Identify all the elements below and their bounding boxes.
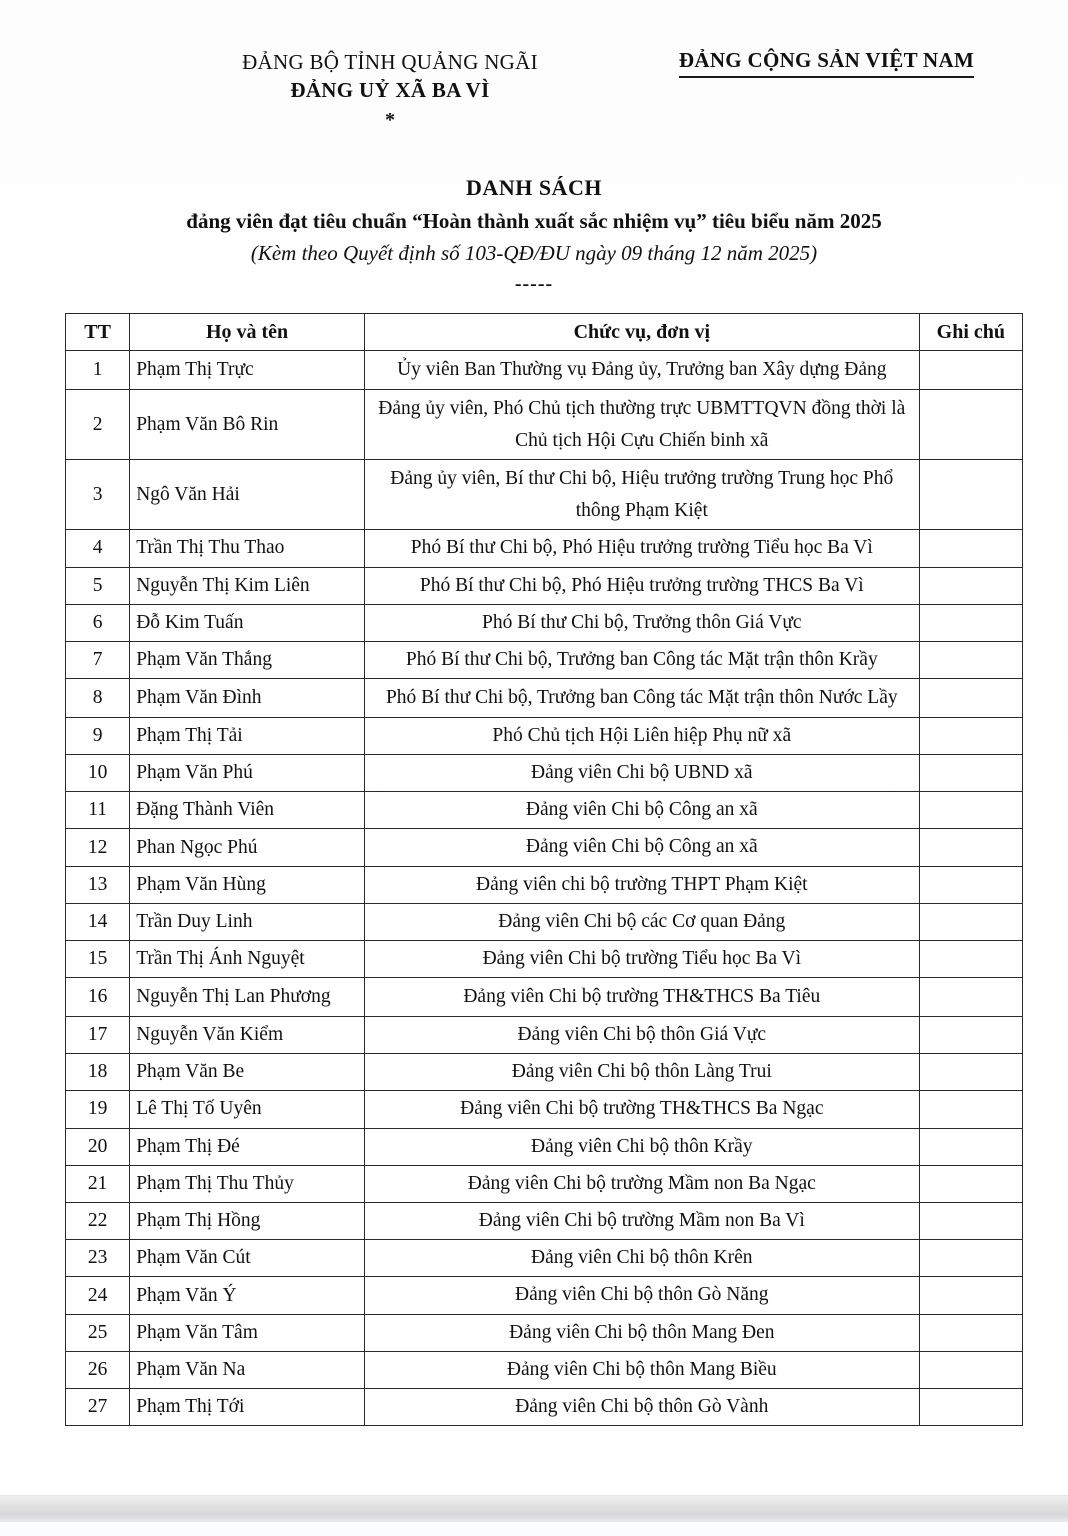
position-unit-cell: Đảng viên Chi bộ Công an xã xyxy=(364,792,919,829)
note-cell xyxy=(919,829,1022,866)
row-number-cell: 26 xyxy=(66,1351,130,1388)
position-unit-cell: Đảng viên Chi bộ các Cơ quan Đảng xyxy=(364,903,919,940)
row-number-cell: 14 xyxy=(66,903,130,940)
row-number-cell: 8 xyxy=(66,679,130,718)
position-unit-cell: Đảng viên Chi bộ thôn Gò Vành xyxy=(364,1389,919,1426)
note-cell xyxy=(919,978,1022,1017)
position-unit-cell: Đảng viên Chi bộ trường Mầm non Ba Vì xyxy=(364,1203,919,1240)
note-cell xyxy=(919,1240,1022,1277)
org-name: ĐẢNG UỶ XÃ BA VÌ xyxy=(290,78,490,103)
member-name-cell: Phạm Thị Thu Thủy xyxy=(130,1165,365,1202)
position-unit-cell: Đảng viên Chi bộ thôn Gò Năng xyxy=(364,1277,919,1314)
row-number-cell: 16 xyxy=(66,978,130,1017)
table-row xyxy=(66,1351,1023,1388)
member-name-cell: Đỗ Kim Tuấn xyxy=(130,604,365,641)
note-cell xyxy=(919,679,1022,718)
document-reference: (Kèm theo Quyết định số 103-QĐ/ĐU ngày 09 tháng 12 năm 2025) xyxy=(250,241,818,266)
position-unit-cell: Đảng viên Chi bộ trường TH&THCS Ba Ngạc xyxy=(364,1091,919,1128)
note-cell xyxy=(919,1128,1022,1165)
note-cell xyxy=(919,530,1022,567)
table-row xyxy=(66,679,1023,718)
note-cell xyxy=(919,792,1022,829)
member-name-cell: Phạm Văn Thắng xyxy=(130,642,365,679)
member-name-cell: Phạm Văn Na xyxy=(130,1351,365,1388)
table-row xyxy=(66,717,1023,754)
table-row xyxy=(66,604,1023,641)
member-name-cell: Lê Thị Tố Uyên xyxy=(130,1091,365,1128)
note-cell xyxy=(919,903,1022,940)
letterhead xyxy=(0,0,1068,134)
table-row xyxy=(66,829,1023,866)
table-row xyxy=(66,642,1023,679)
table-row xyxy=(66,1314,1023,1351)
row-number-cell: 1 xyxy=(66,351,130,390)
note-cell xyxy=(919,755,1022,792)
position-unit-cell: Đảng viên Chi bộ Công an xã xyxy=(364,829,919,866)
issuing-org-block xyxy=(155,48,625,134)
member-name-cell: Nguyễn Thị Lan Phương xyxy=(130,978,365,1017)
note-cell xyxy=(919,642,1022,679)
row-number-cell: 20 xyxy=(66,1128,130,1165)
member-name-cell: Phạm Thị Tới xyxy=(130,1389,365,1426)
row-number-cell: 23 xyxy=(66,1240,130,1277)
note-cell xyxy=(919,604,1022,641)
member-name-cell: Trần Duy Linh xyxy=(130,903,365,940)
document-subtitle: đảng viên đạt tiêu chuẩn “Hoàn thành xuất sắc nhiệm vụ” tiêu biểu năm 2025 xyxy=(186,208,882,233)
position-unit-cell: Đảng viên Chi bộ trường Mầm non Ba Ngạc xyxy=(364,1165,919,1202)
column-header-position: Chức vụ, đơn vị xyxy=(364,314,919,351)
note-cell xyxy=(919,1389,1022,1426)
table-row xyxy=(66,1128,1023,1165)
position-unit-cell: Đảng viên Chi bộ trường TH&THCS Ba Tiêu xyxy=(364,978,919,1017)
position-unit-cell: Phó Bí thư Chi bộ, Trưởng thôn Giá Vực xyxy=(364,604,919,641)
row-number-cell: 10 xyxy=(66,755,130,792)
table-header-row xyxy=(66,314,1023,351)
table-row xyxy=(66,792,1023,829)
member-name-cell: Phạm Văn Hùng xyxy=(130,866,365,903)
position-unit-cell: Phó Chủ tịch Hội Liên hiệp Phụ nữ xã xyxy=(364,717,919,754)
column-header-name: Họ và tên xyxy=(130,314,365,351)
table-row xyxy=(66,1389,1023,1426)
party-name-block xyxy=(625,48,1068,134)
table-row xyxy=(66,978,1023,1017)
table-row xyxy=(66,941,1023,978)
row-number-cell: 5 xyxy=(66,567,130,604)
note-cell xyxy=(919,1165,1022,1202)
position-unit-cell: Đảng ủy viên, Bí thư Chi bộ, Hiệu trưởng trường Trung học Phổ thông Phạm Kiệt xyxy=(364,460,919,530)
table-row xyxy=(66,1277,1023,1314)
position-unit-cell: Đảng viên Chi bộ UBND xã xyxy=(364,755,919,792)
row-number-cell: 4 xyxy=(66,530,130,567)
note-cell xyxy=(919,717,1022,754)
position-unit-cell: Đảng ủy viên, Phó Chủ tịch thường trực UBMTTQVN đồng thời là Chủ tịch Hội Cựu Chiến binh xã xyxy=(364,390,919,460)
note-cell xyxy=(919,1016,1022,1053)
row-number-cell: 18 xyxy=(66,1054,130,1091)
row-number-cell: 6 xyxy=(66,604,130,641)
row-number-cell: 9 xyxy=(66,717,130,754)
row-number-cell: 15 xyxy=(66,941,130,978)
note-cell xyxy=(919,390,1022,460)
member-name-cell: Phạm Văn Bô Rin xyxy=(130,390,365,460)
member-name-cell: Phạm Văn Ý xyxy=(130,1277,365,1314)
position-unit-cell: Đảng viên Chi bộ thôn Mang Biều xyxy=(364,1351,919,1388)
member-name-cell: Nguyễn Thị Kim Liên xyxy=(130,567,365,604)
member-name-cell: Phạm Thị Tải xyxy=(130,717,365,754)
table-row xyxy=(66,1240,1023,1277)
member-name-cell: Đặng Thành Viên xyxy=(130,792,365,829)
row-number-cell: 19 xyxy=(66,1091,130,1128)
position-unit-cell: Đảng viên Chi bộ thôn Mang Đen xyxy=(364,1314,919,1351)
title-block xyxy=(0,172,1068,300)
member-name-cell: Phạm Văn Phú xyxy=(130,755,365,792)
member-name-cell: Nguyễn Văn Kiểm xyxy=(130,1016,365,1053)
row-number-cell: 22 xyxy=(66,1203,130,1240)
note-cell xyxy=(919,941,1022,978)
table-row xyxy=(66,755,1023,792)
bottom-scrollbar[interactable] xyxy=(0,1495,1068,1522)
member-name-cell: Phạm Thị Trực xyxy=(130,351,365,390)
org-parent-name: ĐẢNG BỘ TỈNH QUẢNG NGÃI xyxy=(242,50,538,74)
roster-table xyxy=(65,313,1023,1426)
table-row xyxy=(66,1054,1023,1091)
row-number-cell: 13 xyxy=(66,866,130,903)
table-row xyxy=(66,390,1023,460)
table-row xyxy=(66,351,1023,390)
note-cell xyxy=(919,1091,1022,1128)
row-number-cell: 7 xyxy=(66,642,130,679)
position-unit-cell: Đảng viên chi bộ trường THPT Phạm Kiệt xyxy=(364,866,919,903)
note-cell xyxy=(919,1277,1022,1314)
note-cell xyxy=(919,1203,1022,1240)
position-unit-cell: Phó Bí thư Chi bộ, Trưởng ban Công tác Mặt trận thôn Nước Lầy xyxy=(364,679,919,718)
table-row xyxy=(66,1203,1023,1240)
member-name-cell: Phan Ngọc Phú xyxy=(130,829,365,866)
title-separator: ----- xyxy=(514,273,554,296)
note-cell xyxy=(919,1314,1022,1351)
table-row xyxy=(66,1165,1023,1202)
row-number-cell: 24 xyxy=(66,1277,130,1314)
note-cell xyxy=(919,567,1022,604)
row-number-cell: 17 xyxy=(66,1016,130,1053)
note-cell xyxy=(919,460,1022,530)
note-cell xyxy=(919,351,1022,390)
position-unit-cell: Phó Bí thư Chi bộ, Phó Hiệu trưởng trường Tiểu học Ba Vì xyxy=(364,530,919,567)
note-cell xyxy=(919,866,1022,903)
note-cell xyxy=(919,1351,1022,1388)
position-unit-cell: Đảng viên Chi bộ thôn Giá Vực xyxy=(364,1016,919,1053)
row-number-cell: 12 xyxy=(66,829,130,866)
position-unit-cell: Đảng viên Chi bộ thôn Làng Trui xyxy=(364,1054,919,1091)
note-cell xyxy=(919,1054,1022,1091)
column-header-tt: TT xyxy=(66,314,130,351)
org-star-mark: * xyxy=(385,108,395,131)
row-number-cell: 2 xyxy=(66,390,130,460)
member-name-cell: Phạm Thị Đé xyxy=(130,1128,365,1165)
table-row xyxy=(66,866,1023,903)
row-number-cell: 3 xyxy=(66,460,130,530)
bottom-edge-strip xyxy=(0,1522,1068,1536)
table-row xyxy=(66,460,1023,530)
party-name: ĐẢNG CỘNG SẢN VIỆT NAM xyxy=(679,48,974,78)
member-name-cell: Trần Thị Ánh Nguyệt xyxy=(130,941,365,978)
row-number-cell: 21 xyxy=(66,1165,130,1202)
member-name-cell: Phạm Thị Hồng xyxy=(130,1203,365,1240)
member-name-cell: Phạm Văn Be xyxy=(130,1054,365,1091)
position-unit-cell: Ủy viên Ban Thường vụ Đảng ủy, Trưởng ban Xây dựng Đảng xyxy=(364,351,919,390)
position-unit-cell: Đảng viên Chi bộ thôn Krầy xyxy=(364,1128,919,1165)
position-unit-cell: Đảng viên Chi bộ thôn Krên xyxy=(364,1240,919,1277)
position-unit-cell: Đảng viên Chi bộ trường Tiểu học Ba Vì xyxy=(364,941,919,978)
row-number-cell: 25 xyxy=(66,1314,130,1351)
document-title: DANH SÁCH xyxy=(466,174,602,200)
member-name-cell: Phạm Văn Cút xyxy=(130,1240,365,1277)
position-unit-cell: Phó Bí thư Chi bộ, Trưởng ban Công tác Mặt trận thôn Krầy xyxy=(364,642,919,679)
roster-table-wrapper xyxy=(65,313,1023,1426)
member-name-cell: Phạm Văn Đình xyxy=(130,679,365,718)
row-number-cell: 27 xyxy=(66,1389,130,1426)
member-name-cell: Phạm Văn Tâm xyxy=(130,1314,365,1351)
table-row xyxy=(66,1091,1023,1128)
position-unit-cell: Phó Bí thư Chi bộ, Phó Hiệu trưởng trường THCS Ba Vì xyxy=(364,567,919,604)
table-row xyxy=(66,903,1023,940)
row-number-cell: 11 xyxy=(66,792,130,829)
column-header-note: Ghi chú xyxy=(919,314,1022,351)
table-row xyxy=(66,567,1023,604)
table-row xyxy=(66,530,1023,567)
table-row xyxy=(66,1016,1023,1053)
member-name-cell: Trần Thị Thu Thao xyxy=(130,530,365,567)
member-name-cell: Ngô Văn Hải xyxy=(130,460,365,530)
